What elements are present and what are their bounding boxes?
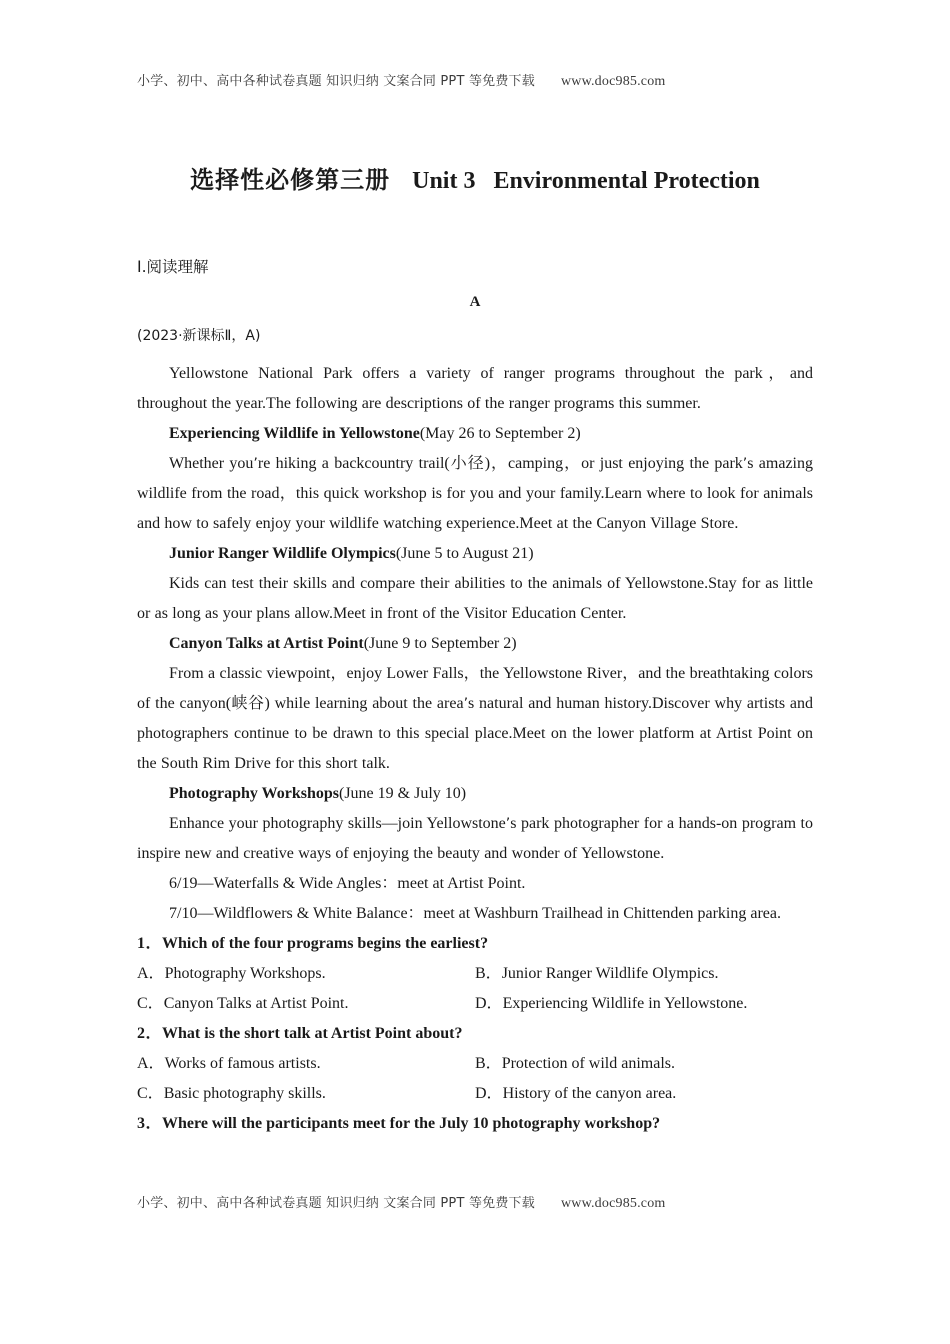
- program-body-rest: s amazing wildlife from the road，this quick workshop is for you and your family.Learn where to look for animals and how to safely enjoy your wildlife watching experience.Meet at the Canyon Village Store.: [137, 455, 813, 533]
- running-header-text: 小学、初中、高中各种试卷真题 知识归纳 文案合同 PPT 等免费下载: [137, 74, 535, 89]
- option-text: History of the canyon area.: [502, 1085, 677, 1103]
- section-numeral: Ⅰ: [137, 259, 142, 277]
- page-title: [137, 165, 813, 197]
- option-text: Basic photography skills.: [163, 1085, 326, 1103]
- option-label: A．: [137, 965, 165, 983]
- option-text: Experiencing Wildlife in Yellowstone.: [502, 995, 748, 1013]
- program-heading: [137, 419, 813, 449]
- option-row: [137, 959, 813, 989]
- title-unit-name: Environmental Protection: [493, 168, 760, 194]
- option-label: A．: [137, 1055, 165, 1073]
- option-a[interactable]: [137, 1049, 475, 1079]
- program-dates: (June 5 to August 21): [395, 545, 534, 563]
- question-stem: [137, 1109, 813, 1139]
- option-d[interactable]: [475, 989, 813, 1019]
- program-body: [137, 659, 813, 779]
- program-name: Experiencing Wildlife in Yellowstone: [169, 425, 420, 443]
- apostrophe-glyph: ’: [742, 456, 748, 473]
- passage-letter: A: [469, 294, 481, 311]
- apostrophe-glyph: ’: [505, 816, 511, 833]
- option-text: Canyon Talks at Artist Point.: [163, 995, 349, 1013]
- passage-intro: Yellowstone National Park offers a variety of ranger programs throughout the park，and throughout the year.The following are descriptions of the ranger programs this summer.: [137, 365, 813, 413]
- option-b[interactable]: [475, 1049, 813, 1079]
- option-label: C．: [137, 995, 164, 1013]
- question-number: 3．: [137, 1115, 163, 1133]
- title-unit: Unit 3: [412, 168, 476, 194]
- apostrophe-glyph: ’: [463, 696, 469, 713]
- running-footer-url: www.doc985.com: [560, 1196, 666, 1211]
- option-row: [137, 989, 813, 1019]
- running-header-url: www.doc985.com: [560, 74, 666, 89]
- option-label: D．: [475, 995, 503, 1013]
- program-body-mid: From a classic viewpoint，enjoy Lower Falls，the Yellowstone River，and the breathtaking colors of the canyon(峡谷) while learning about the area: [137, 665, 813, 713]
- option-c[interactable]: [137, 1079, 475, 1109]
- program-heading: [137, 539, 813, 569]
- program-body-rest: s park photographer for a hands-on program to inspire new and creative ways of enjoying the beauty and wonder of Yellowstone.: [137, 815, 813, 863]
- program-dates: (June 9 to September 2): [363, 635, 517, 653]
- apostrophe-glyph: ’: [253, 456, 258, 473]
- program-body: [137, 449, 813, 539]
- program-name: Photography Workshops: [169, 785, 339, 803]
- option-c[interactable]: [137, 989, 475, 1019]
- running-footer-text: 小学、初中、高中各种试卷真题 知识归纳 文案合同 PPT 等免费下载: [137, 1196, 535, 1211]
- program-name: Junior Ranger Wildlife Olympics: [169, 545, 396, 563]
- running-header: [137, 70, 813, 90]
- question-stem: [137, 1019, 813, 1049]
- question-number: 1．: [137, 935, 163, 953]
- question-text: Where will the participants meet for the July 10 photography workshop?: [162, 1115, 661, 1133]
- program-body: Kids can test their skills and compare their abilities to the animals of Yellowstone.Stay for as little or as long as your plans allow.Meet in front of the Visitor Education Center.: [137, 575, 813, 623]
- question-stem: [137, 929, 813, 959]
- option-text: Protection of wild animals.: [501, 1055, 675, 1073]
- program-heading: [137, 629, 813, 659]
- option-text: Junior Ranger Wildlife Olympics.: [501, 965, 719, 983]
- option-d[interactable]: [475, 1079, 813, 1109]
- option-text: Photography Workshops.: [164, 965, 326, 983]
- program-body-pre: Whether you: [169, 455, 254, 473]
- section-label-text: .阅读理解: [141, 258, 209, 277]
- option-row: [137, 1079, 813, 1109]
- section-label: [137, 255, 813, 277]
- program-body: [137, 809, 813, 869]
- program-body-mid: re hiking a backcountry trail(小径)，camping，or just enjoying the park: [257, 455, 743, 473]
- option-label: B．: [475, 965, 502, 983]
- question-text: Which of the four programs begins the earliest?: [162, 935, 489, 953]
- option-label: B．: [475, 1055, 502, 1073]
- option-label: C．: [137, 1085, 164, 1103]
- option-row: [137, 1049, 813, 1079]
- passage-source: [137, 325, 813, 345]
- program-name: Canyon Talks at Artist Point: [169, 635, 364, 653]
- program-body-mid: Enhance your photography skills—join Yellowstone: [169, 815, 506, 833]
- workshop-detail-line: 7/10—Wildflowers & White Balance：meet at Washburn Trailhead in Chittenden parking area.: [169, 905, 781, 923]
- option-text: Works of famous artists.: [164, 1055, 321, 1073]
- passage-source-text: (2023·新课标Ⅱ，A): [137, 328, 261, 345]
- option-b[interactable]: [475, 959, 813, 989]
- question-text: What is the short talk at Artist Point about?: [162, 1025, 463, 1043]
- question-number: 2．: [137, 1025, 163, 1043]
- option-a[interactable]: [137, 959, 475, 989]
- program-dates: (May 26 to September 2): [419, 425, 581, 443]
- program-heading: [137, 779, 813, 809]
- option-label: D．: [475, 1085, 503, 1103]
- program-body-rest: s natural and human history.Discover why artists and photographers continue to be drawn to this special place.Meet on the lower platform at Artist Point on the South Rim Drive for this short talk.: [137, 695, 814, 773]
- program-dates: (June 19 & July 10): [338, 785, 467, 803]
- document-content: [137, 165, 813, 1139]
- running-footer: [137, 1192, 813, 1212]
- workshop-detail-line: 6/19—Waterfalls & Wide Angles：meet at Artist Point.: [169, 875, 526, 893]
- title-chinese: 选择性必修第三册: [190, 166, 391, 194]
